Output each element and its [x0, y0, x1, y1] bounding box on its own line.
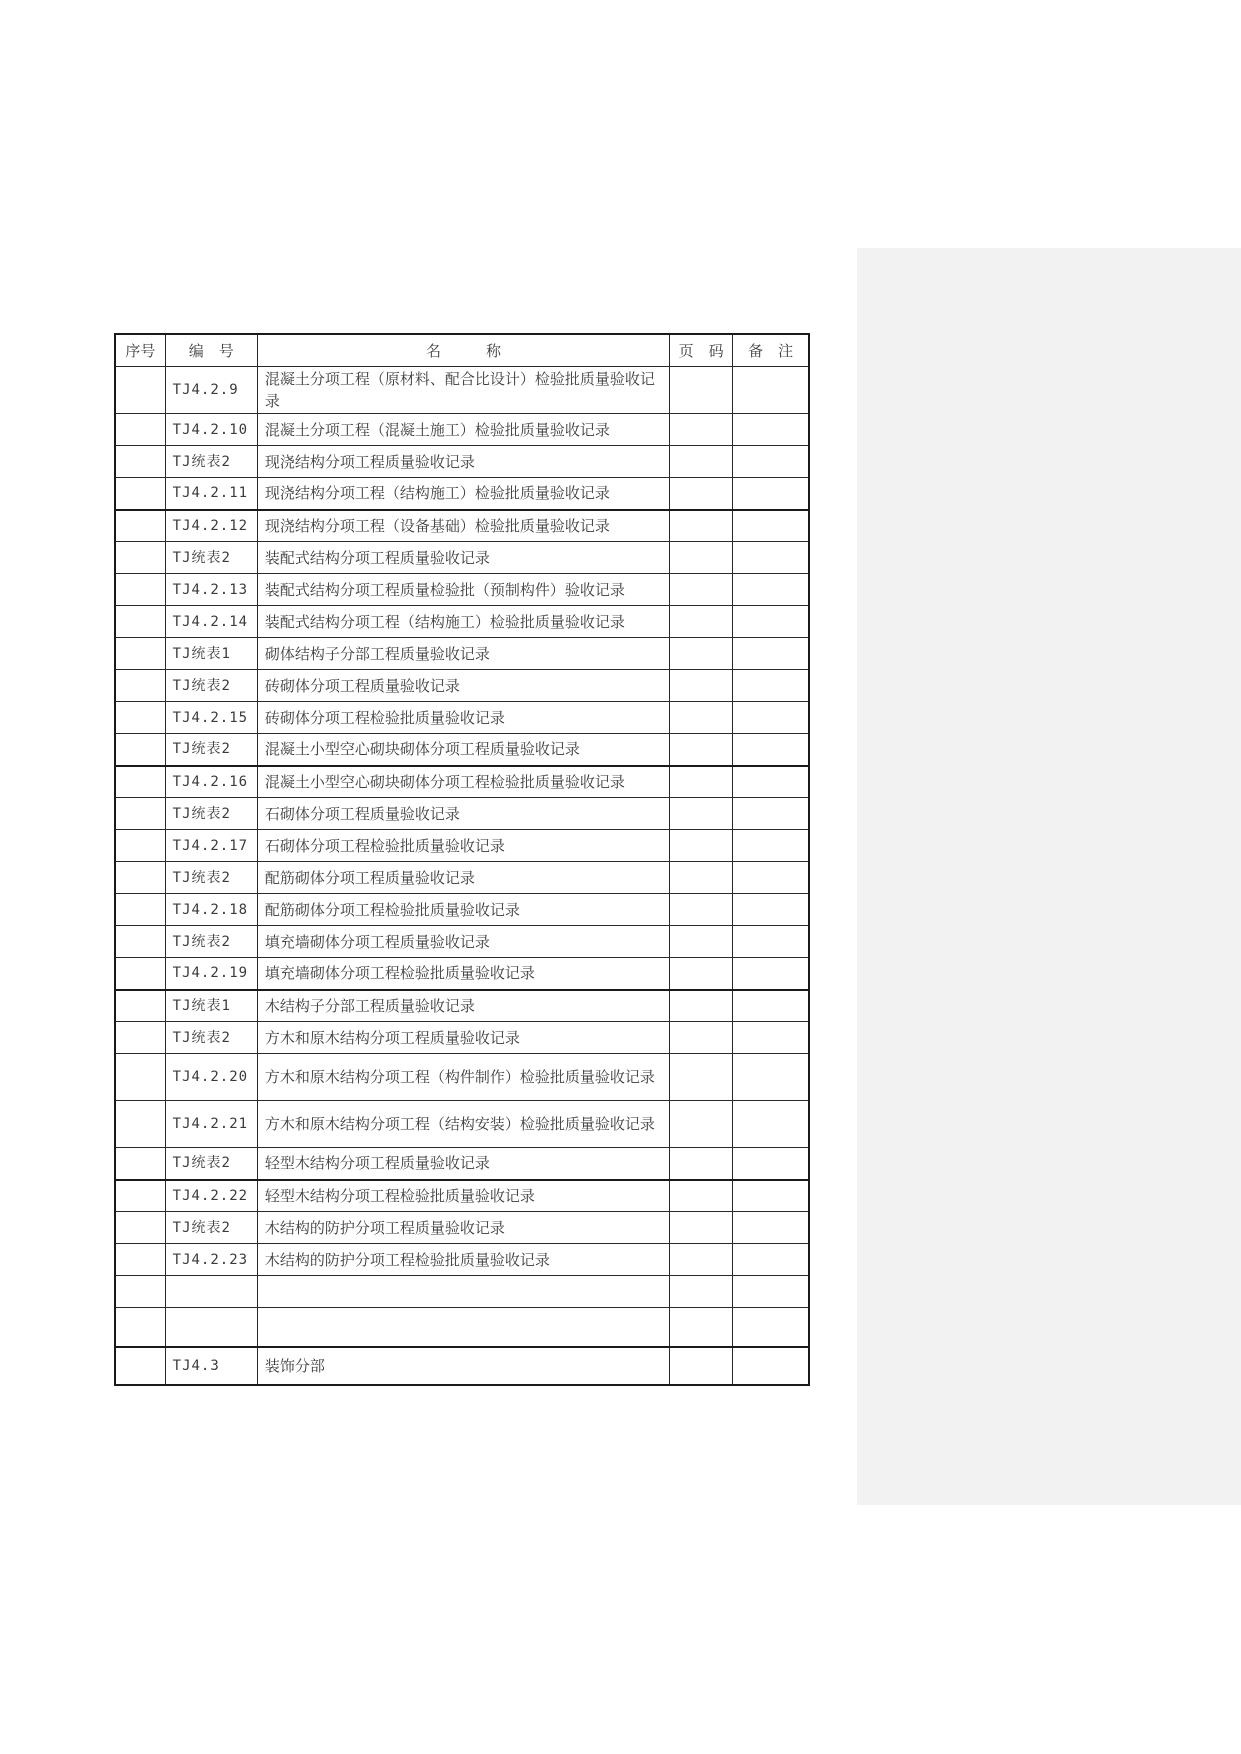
cell-code: TJ4.2.14: [165, 606, 257, 638]
header-name: 名 称: [257, 334, 669, 367]
cell-name: [257, 1276, 669, 1308]
cell-name: 轻型木结构分项工程质量验收记录: [257, 1148, 669, 1180]
cell-page: [670, 367, 733, 414]
cell-code: TJ4.2.11: [165, 478, 257, 510]
header-code: 编 号: [165, 334, 257, 367]
table-row: [115, 414, 809, 446]
cell-page: [670, 542, 733, 574]
cell-seq: [115, 638, 165, 670]
table-row: [115, 798, 809, 830]
cell-note: [733, 862, 809, 894]
cell-note: [733, 990, 809, 1022]
cell-page: [670, 574, 733, 606]
cell-seq: [115, 670, 165, 702]
table-row: [115, 1180, 809, 1212]
cell-note: [733, 478, 809, 510]
cell-name: 木结构的防护分项工程检验批质量验收记录: [257, 1244, 669, 1276]
cell-page: [670, 830, 733, 862]
cell-code: TJ4.2.19: [165, 958, 257, 990]
cell-note: [733, 1212, 809, 1244]
cell-name: 砖砌体分项工程检验批质量验收记录: [257, 702, 669, 734]
table-row: [115, 734, 809, 766]
cell-name: 现浇结构分项工程（设备基础）检验批质量验收记录: [257, 510, 669, 542]
cell-code: TJ4.2.16: [165, 766, 257, 798]
cell-page: [670, 926, 733, 958]
table-row: [115, 574, 809, 606]
table-row: [115, 478, 809, 510]
table-row: [115, 446, 809, 478]
cell-note: [733, 414, 809, 446]
cell-name: 石砌体分项工程检验批质量验收记录: [257, 830, 669, 862]
table-row: [115, 1212, 809, 1244]
table-row: [115, 702, 809, 734]
cell-seq: [115, 1101, 165, 1148]
cell-seq: [115, 894, 165, 926]
table-row: [115, 1244, 809, 1276]
cell-name: 木结构的防护分项工程质量验收记录: [257, 1212, 669, 1244]
cell-page: [670, 1148, 733, 1180]
table-row: [115, 1148, 809, 1180]
cell-code: [165, 1308, 257, 1347]
cell-note: [733, 1276, 809, 1308]
cell-page: [670, 1244, 733, 1276]
cell-name: 方木和原木结构分项工程（结构安装）检验批质量验收记录: [257, 1101, 669, 1148]
cell-code: TJ统表2: [165, 542, 257, 574]
cell-name: 混凝土分项工程（原材料、配合比设计）检验批质量验收记录: [257, 367, 669, 414]
cell-page: [670, 1022, 733, 1054]
table-row-empty: [115, 1308, 809, 1347]
cell-seq: [115, 990, 165, 1022]
table-row: [115, 367, 809, 414]
cell-page: [670, 702, 733, 734]
cell-name: 石砌体分项工程质量验收记录: [257, 798, 669, 830]
cell-code: TJ统表2: [165, 1022, 257, 1054]
cell-note: [733, 830, 809, 862]
cell-name: 现浇结构分项工程（结构施工）检验批质量验收记录: [257, 478, 669, 510]
cell-name: 装配式结构分项工程（结构施工）检验批质量验收记录: [257, 606, 669, 638]
cell-note: [733, 670, 809, 702]
cell-code: TJ4.2.15: [165, 702, 257, 734]
cell-name: 装配式结构分项工程质量验收记录: [257, 542, 669, 574]
cell-name: 混凝土分项工程（混凝土施工）检验批质量验收记录: [257, 414, 669, 446]
cell-note: [733, 926, 809, 958]
cell-code: TJ统表1: [165, 638, 257, 670]
cell-seq: [115, 1308, 165, 1347]
table-row: [115, 990, 809, 1022]
cell-seq: [115, 958, 165, 990]
cell-page: [670, 1347, 733, 1385]
cell-page: [670, 670, 733, 702]
table-row: [115, 510, 809, 542]
cell-code: [165, 1276, 257, 1308]
cell-seq: [115, 542, 165, 574]
cell-note: [733, 638, 809, 670]
cell-seq: [115, 798, 165, 830]
table-row: [115, 766, 809, 798]
cell-code: TJ统表2: [165, 862, 257, 894]
cell-name: 砖砌体分项工程质量验收记录: [257, 670, 669, 702]
cell-code: TJ4.2.13: [165, 574, 257, 606]
cell-page: [670, 990, 733, 1022]
document-index-table: [114, 333, 810, 1386]
cell-name: 填充墙砌体分项工程检验批质量验收记录: [257, 958, 669, 990]
cell-seq: [115, 478, 165, 510]
cell-page: [670, 1101, 733, 1148]
cell-seq: [115, 1054, 165, 1101]
cell-code: TJ统表2: [165, 1212, 257, 1244]
cell-code: TJ统表1: [165, 990, 257, 1022]
table-row: [115, 958, 809, 990]
table-row-empty: [115, 1276, 809, 1308]
cell-note: [733, 1180, 809, 1212]
cell-page: [670, 414, 733, 446]
cell-note: [733, 734, 809, 766]
table-row: [115, 638, 809, 670]
table-row: [115, 894, 809, 926]
cell-seq: [115, 1180, 165, 1212]
cell-seq: [115, 702, 165, 734]
cell-note: [733, 446, 809, 478]
cell-note: [733, 1148, 809, 1180]
cell-note: [733, 958, 809, 990]
cell-note: [733, 766, 809, 798]
cell-page: [670, 1212, 733, 1244]
cell-seq: [115, 1212, 165, 1244]
cell-code: TJ统表2: [165, 926, 257, 958]
table-row: [115, 1022, 809, 1054]
cell-name: 装配式结构分项工程质量检验批（预制构件）验收记录: [257, 574, 669, 606]
cell-code: TJ4.2.9: [165, 367, 257, 414]
cell-code: TJ4.2.17: [165, 830, 257, 862]
table-row: [115, 670, 809, 702]
cell-code: TJ4.2.23: [165, 1244, 257, 1276]
cell-note: [733, 510, 809, 542]
cell-seq: [115, 446, 165, 478]
cell-code: TJ4.2.21: [165, 1101, 257, 1148]
cell-note: [733, 702, 809, 734]
cell-note: [733, 1022, 809, 1054]
table-row: [115, 1347, 809, 1385]
cell-name: [257, 1308, 669, 1347]
cell-page: [670, 606, 733, 638]
cell-seq: [115, 926, 165, 958]
cell-name: 混凝土小型空心砌块砌体分项工程质量验收记录: [257, 734, 669, 766]
cell-page: [670, 1054, 733, 1101]
cell-seq: [115, 574, 165, 606]
cell-name: 轻型木结构分项工程检验批质量验收记录: [257, 1180, 669, 1212]
cell-seq: [115, 1347, 165, 1385]
cell-code: TJ4.2.10: [165, 414, 257, 446]
cell-seq: [115, 862, 165, 894]
cell-seq: [115, 1276, 165, 1308]
header-seq: 序号: [115, 334, 165, 367]
cell-note: [733, 1347, 809, 1385]
cell-code: TJ统表2: [165, 734, 257, 766]
table-header-row: [115, 334, 809, 367]
cell-name: 配筋砌体分项工程质量验收记录: [257, 862, 669, 894]
table-row: [115, 862, 809, 894]
cell-name: 木结构子分部工程质量验收记录: [257, 990, 669, 1022]
cell-code: TJ4.2.22: [165, 1180, 257, 1212]
cell-note: [733, 574, 809, 606]
table-row: [115, 606, 809, 638]
cell-page: [670, 478, 733, 510]
cell-seq: [115, 1244, 165, 1276]
cell-code: TJ统表2: [165, 670, 257, 702]
table-row: [115, 926, 809, 958]
cell-name: 砌体结构子分部工程质量验收记录: [257, 638, 669, 670]
cell-page: [670, 766, 733, 798]
cell-note: [733, 367, 809, 414]
cell-name: 混凝土小型空心砌块砌体分项工程检验批质量验收记录: [257, 766, 669, 798]
comment-margin-panel: [857, 248, 1241, 1505]
cell-page: [670, 446, 733, 478]
cell-note: [733, 894, 809, 926]
cell-name: 装饰分部: [257, 1347, 669, 1385]
cell-name: 现浇结构分项工程质量验收记录: [257, 446, 669, 478]
cell-page: [670, 510, 733, 542]
cell-seq: [115, 830, 165, 862]
cell-page: [670, 798, 733, 830]
cell-seq: [115, 606, 165, 638]
cell-seq: [115, 766, 165, 798]
cell-page: [670, 958, 733, 990]
cell-note: [733, 606, 809, 638]
cell-page: [670, 1180, 733, 1212]
cell-name: 方木和原木结构分项工程质量验收记录: [257, 1022, 669, 1054]
cell-name: 填充墙砌体分项工程质量验收记录: [257, 926, 669, 958]
cell-page: [670, 734, 733, 766]
cell-page: [670, 862, 733, 894]
cell-page: [670, 1276, 733, 1308]
cell-seq: [115, 414, 165, 446]
cell-name: 方木和原木结构分项工程（构件制作）检验批质量验收记录: [257, 1054, 669, 1101]
cell-code: TJ4.2.20: [165, 1054, 257, 1101]
cell-note: [733, 1244, 809, 1276]
cell-name: 配筋砌体分项工程检验批质量验收记录: [257, 894, 669, 926]
cell-note: [733, 798, 809, 830]
cell-seq: [115, 1022, 165, 1054]
cell-code: TJ统表2: [165, 798, 257, 830]
cell-note: [733, 542, 809, 574]
header-page: 页 码: [670, 334, 733, 367]
cell-code: TJ4.2.18: [165, 894, 257, 926]
cell-seq: [115, 1148, 165, 1180]
table-row: [115, 1054, 809, 1101]
table-row: [115, 1101, 809, 1148]
cell-seq: [115, 734, 165, 766]
header-note: 备 注: [733, 334, 809, 367]
cell-note: [733, 1308, 809, 1347]
table-row: [115, 542, 809, 574]
cell-note: [733, 1101, 809, 1148]
cell-seq: [115, 510, 165, 542]
table-row: [115, 830, 809, 862]
cell-note: [733, 1054, 809, 1101]
cell-code: TJ统表2: [165, 1148, 257, 1180]
cell-page: [670, 1308, 733, 1347]
cell-page: [670, 638, 733, 670]
cell-code: TJ统表2: [165, 446, 257, 478]
cell-page: [670, 894, 733, 926]
cell-code: TJ4.2.12: [165, 510, 257, 542]
cell-code: TJ4.3: [165, 1347, 257, 1385]
cell-seq: [115, 367, 165, 414]
